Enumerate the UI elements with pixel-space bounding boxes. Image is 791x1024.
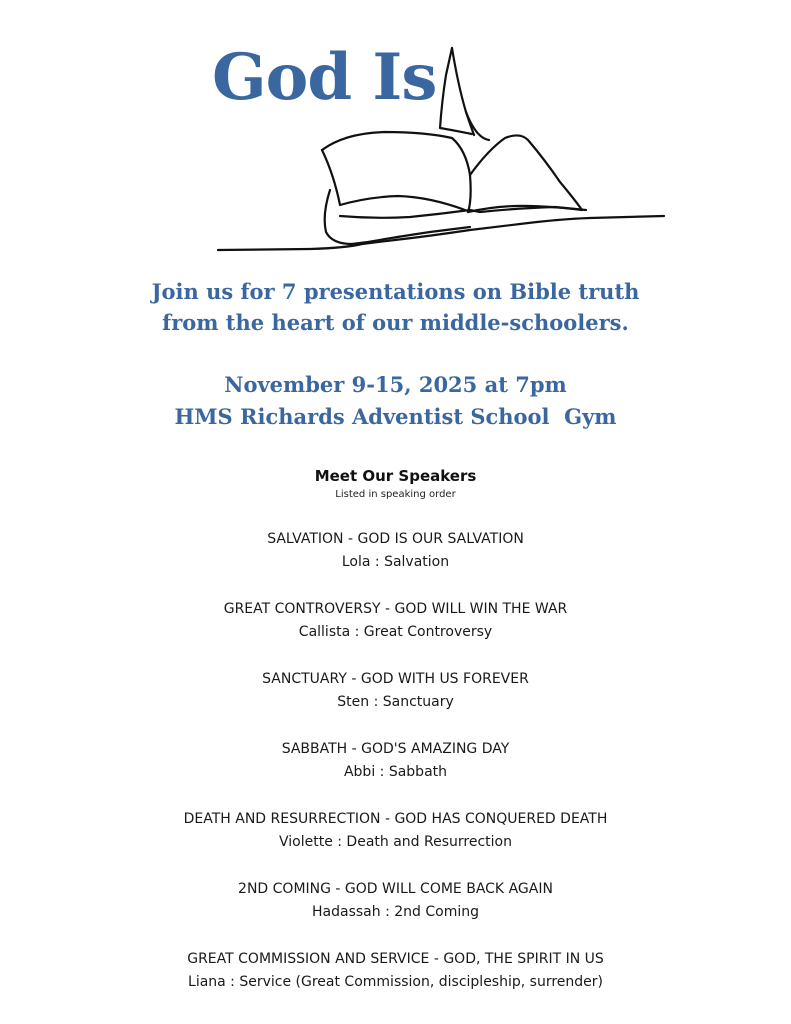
session-item <box>0 668 791 738</box>
session-topic: SALVATION - GOD IS OUR SALVATION <box>267 531 524 547</box>
speakers-subheading: Listed in speaking order <box>335 489 456 500</box>
session-speaker: Hadassah : 2nd Coming <box>312 904 479 920</box>
session-speaker: Violette : Death and Resurrection <box>279 834 512 850</box>
session-speaker: Liana : Service (Great Commission, discipleship, surrender) <box>188 974 603 990</box>
session-topic: GREAT CONTROVERSY - GOD WILL WIN THE WAR <box>223 601 568 617</box>
event-location: HMS Richards Adventist School Gym <box>174 404 617 429</box>
session-speaker: Abbi : Sabbath <box>343 764 448 780</box>
session-speaker: Lola : Salvation <box>341 554 450 570</box>
intro-line-1: Join us for 7 presentations on Bible truth <box>151 279 640 304</box>
intro-line-2: from the heart of our middle-schoolers. <box>162 310 629 335</box>
sessions-list <box>0 528 791 1018</box>
event-details <box>0 369 791 433</box>
session-item <box>0 948 791 1018</box>
session-topic: GREAT COMMISSION AND SERVICE - GOD, THE SPIRIT IN US <box>187 951 604 967</box>
session-topic: 2ND COMING - GOD WILL COME BACK AGAIN <box>238 881 553 897</box>
session-speaker: Callista : Great Controversy <box>298 624 493 640</box>
session-item <box>0 528 791 598</box>
session-topic: SABBATH - GOD'S AMAZING DAY <box>281 741 510 757</box>
session-item <box>0 808 791 878</box>
session-item <box>0 878 791 948</box>
session-topic: SANCTUARY - GOD WITH US FOREVER <box>262 671 529 687</box>
session-topic: DEATH AND RESURRECTION - GOD HAS CONQUERED DEATH <box>183 811 608 827</box>
session-item <box>0 738 791 808</box>
session-speaker: Sten : Sanctuary <box>337 694 454 710</box>
speakers-heading: Meet Our Speakers <box>314 467 477 485</box>
intro-text <box>0 276 791 338</box>
event-dates: November 9-15, 2025 at 7pm <box>224 372 567 397</box>
page-title: God Is <box>212 40 437 115</box>
session-item <box>0 598 791 668</box>
